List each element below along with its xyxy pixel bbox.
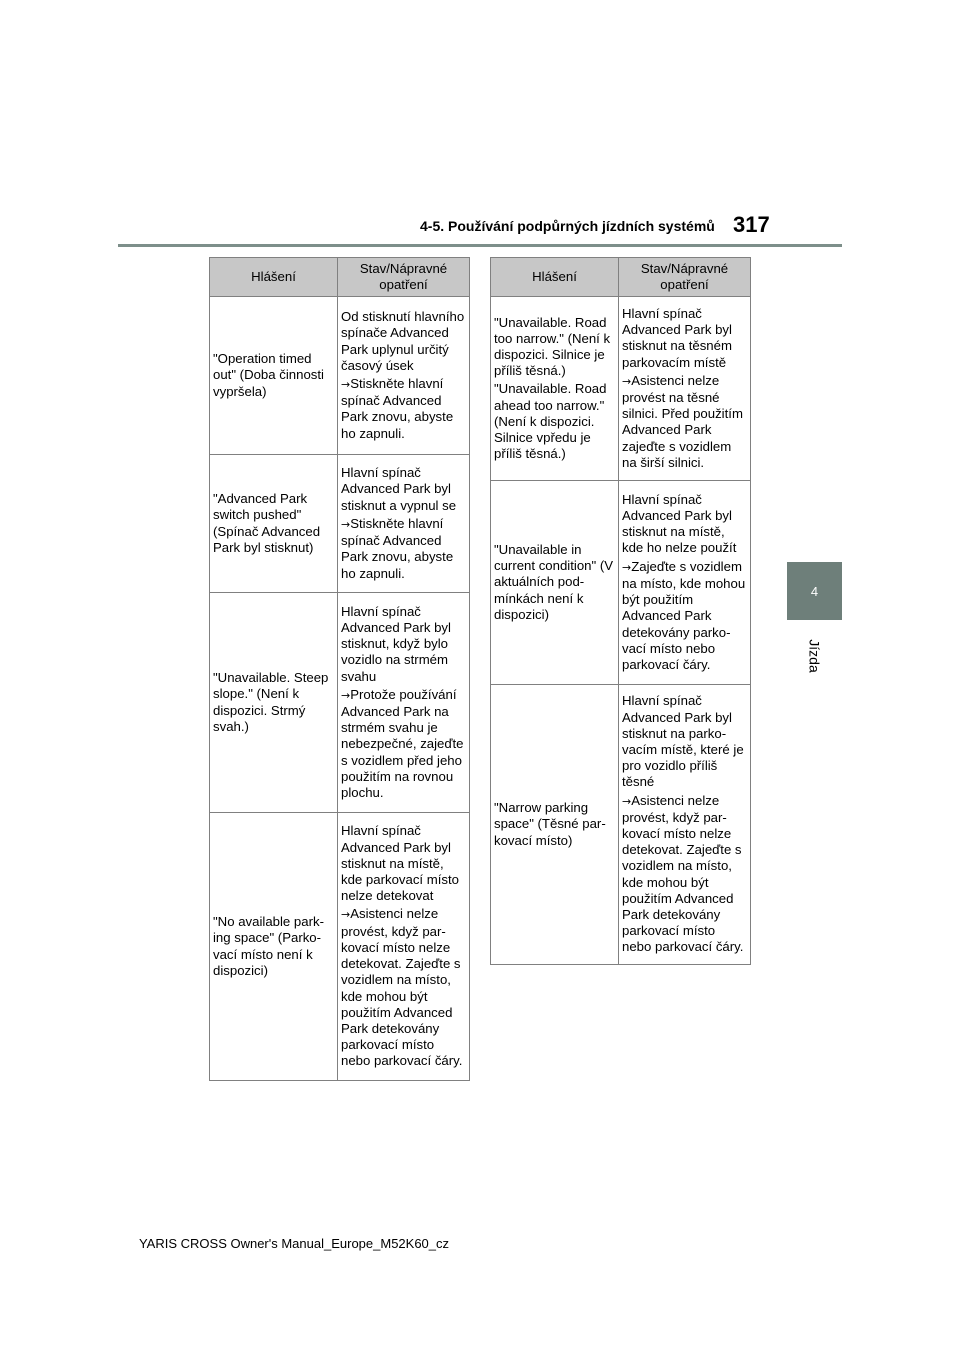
column-header-message: Hlášení [210, 258, 338, 297]
action-text: →Protože používání Advanced Park na strmém svahu je nebezpečné, zajeďte s vozidlem před jeho použitím na rovnou plochu. [341, 686, 464, 801]
column-header-status: Stav/Nápravné opatření [338, 258, 470, 297]
status-text: Hlavní spínač Advanced Park byl stisknut na parkovacím místě, které je pro vozidlo příliš těsné [622, 693, 744, 790]
message-cell [491, 481, 619, 685]
status-text: Hlavní spínač Advanced Park byl stisknut a vypnul se [341, 465, 457, 513]
arrow-right-icon: → [341, 688, 351, 702]
table-header-row [491, 258, 751, 297]
status-text: Od stisknutí hlavního spínače Advanced Park uplynul určitý časový úsek [341, 309, 465, 373]
section-title: 4-5. Používání podpůrných jízdních systémů [420, 218, 715, 234]
action-text: →Stiskněte hlavní spínač Advanced Park znovu, abyste ho zapnuli. [341, 515, 454, 581]
action-text: →Stiskněte hlavní spínač Advanced Park znovu, abyste ho zapnuli. [341, 376, 454, 441]
message-text: "Unavailable. Road too narrow." (Není k dispozici. Silnice je příliš těsná.) [494, 314, 611, 379]
chapter-tab[interactable] [787, 562, 842, 620]
message-text: "Unavailable. Steep slope." (Není k dispozici. Strmý svah.) [213, 670, 329, 734]
messages-table-right [490, 257, 751, 965]
footer-manual-id: YARIS CROSS Owner's Manual_Europe_M52K60_cz [138, 1236, 450, 1251]
header-divider [118, 244, 842, 247]
column-header-status: Stav/Nápravné opatření [619, 258, 751, 297]
message-text: "Unavailable in current condition" (V aktuálních podmínkách není k dispozici) [494, 541, 614, 622]
action-text: →Asistenci nelze provést, když parkovací místo nelze detekovat. Zajeďte s vozidlem na místo, kde mohou být použitím Advanced Park detekovány parkovací místo nebo parkovací čáry. [341, 906, 463, 1069]
status-text: Hlavní spínač Advanced Park byl stisknut na místě, kde parkovací místo nelze detekovat [341, 823, 460, 904]
arrow-right-icon: → [622, 560, 632, 574]
status-cell [619, 481, 751, 685]
message-cell [210, 455, 338, 593]
status-cell [619, 685, 751, 965]
message-cell [210, 813, 338, 1081]
chapter-label-text: Jízda [807, 638, 823, 673]
message-cell [210, 593, 338, 813]
message-text: "Operation timed out" (Doba činnosti vypršela) [213, 351, 324, 399]
table-row [210, 593, 470, 813]
arrow-right-icon: → [341, 908, 351, 922]
status-text: Hlavní spínač Advanced Park byl stisknut, když bylo vozidlo na strmém svahu [341, 603, 451, 684]
page-number: 317 [733, 212, 770, 237]
arrow-right-icon: → [341, 378, 351, 391]
table-row [491, 685, 751, 965]
status-cell [338, 297, 470, 455]
message-text-alt: "Unavailable. Road ahead too narrow." (Není k dispozici. Silnice vpředu je příliš těsná.) [494, 381, 607, 462]
message-cell [491, 297, 619, 481]
message-text: "No available parking space" (Parkovací místo není k dispozici) [213, 914, 324, 978]
chapter-number: 4 [810, 583, 819, 599]
table-row [491, 481, 751, 685]
table-header-row [210, 258, 470, 297]
status-text: Hlavní spínač Advanced Park byl stisknut na místě, kde ho nelze použít [622, 491, 737, 556]
action-text: →Asistenci nelze provést na těsné silnici. Před použitím Advanced Park zajeďte s vozidlem na širší silnici. [622, 372, 743, 470]
table-row [491, 297, 751, 481]
status-text: Hlavní spínač Advanced Park byl stisknut na těsném parkovacím místě [622, 305, 732, 370]
message-text: "Narrow parking space" (Těsné parkovací místo) [494, 800, 606, 848]
status-cell [338, 455, 470, 593]
table-row [210, 455, 470, 593]
table-row [210, 297, 470, 455]
action-text: →Zajeďte s vozidlem na místo, kde mohou být použitím Advanced Park detekovány parkovací místo nebo parkovací čáry. [622, 558, 746, 672]
status-cell [338, 813, 470, 1081]
arrow-right-icon: → [622, 374, 632, 388]
column-header-message: Hlášení [491, 258, 619, 297]
chapter-label [805, 633, 825, 678]
action-text: →Asistenci nelze provést, když parkovací místo nelze detekovat. Zajeďte s vozidlem na místo, kde mohou být použitím Advanced Park detekovány parkovací místo nebo parkovací čáry. [622, 792, 744, 955]
arrow-right-icon: → [341, 517, 351, 531]
message-cell [210, 297, 338, 455]
arrow-right-icon: → [622, 794, 632, 808]
message-cell [491, 685, 619, 965]
messages-table-left [209, 257, 470, 1081]
status-cell [619, 297, 751, 481]
table-row [210, 813, 470, 1081]
status-cell [338, 593, 470, 813]
message-text: "Advanced Park switch pushed" (Spínač Advanced Park byl stisknut) [213, 491, 321, 555]
